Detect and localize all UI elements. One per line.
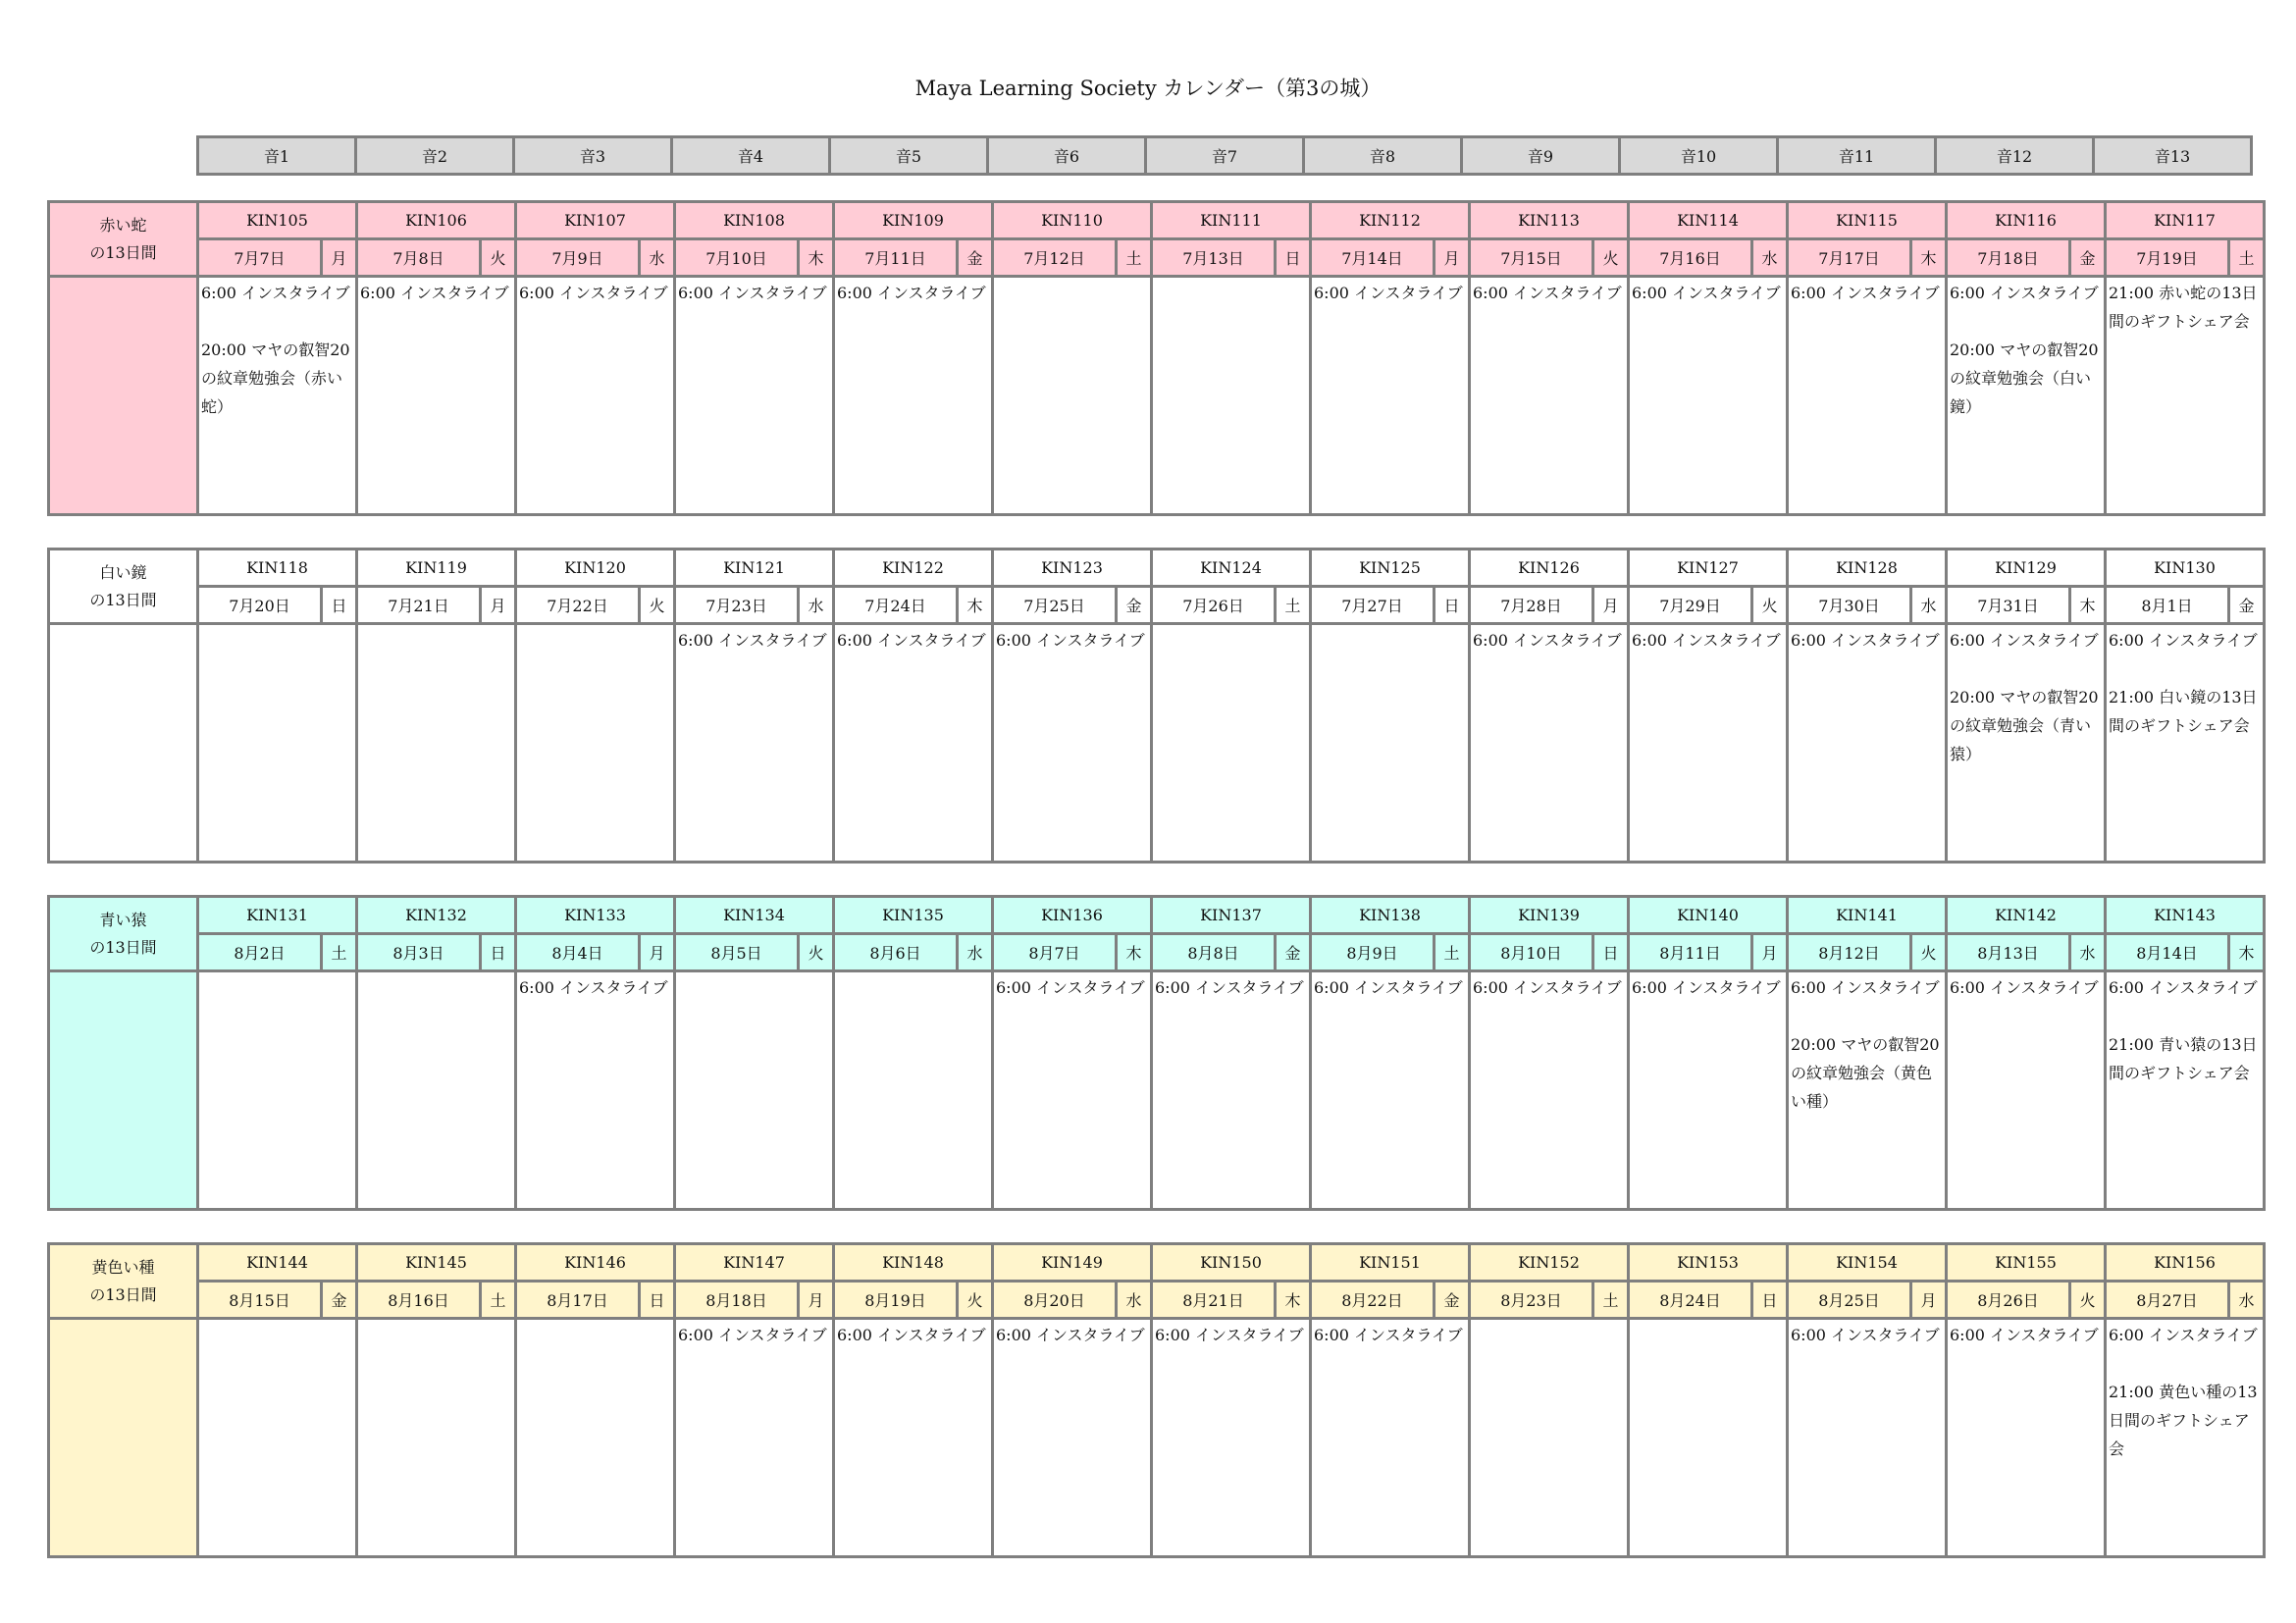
event-text: 6:00 インスタライブ 21:00 白い鏡の13日間のギフトシェア会 (2109, 631, 2258, 735)
weekday-cell: 月 (1752, 934, 1788, 971)
kin-cell: KIN125 (1311, 550, 1470, 587)
tone-header-cell: 音10 (1620, 137, 1778, 175)
date-cell: 7月13日 (1152, 239, 1276, 277)
kin-cell: KIN114 (1629, 202, 1788, 239)
date-cell: 8月1日 (2106, 587, 2229, 624)
event-text: 6:00 インスタライブ (1473, 284, 1622, 302)
event-cell[interactable] (1629, 1319, 1788, 1557)
wave-block (47, 1242, 2266, 1558)
date-cell: 7月28日 (1470, 587, 1593, 624)
date-cell: 8月8日 (1152, 934, 1276, 971)
weekday-cell: 土 (1117, 239, 1152, 277)
event-text (835, 972, 991, 974)
event-cell[interactable] (2106, 624, 2265, 863)
tone-header-cell: 音13 (2094, 137, 2252, 175)
kin-cell: KIN149 (993, 1244, 1152, 1282)
event-text: 6:00 インスタライブ (1473, 978, 1622, 997)
tone-header-cell: 音6 (988, 137, 1146, 175)
tone-header-cell: 音9 (1462, 137, 1620, 175)
weekday-cell: 水 (2229, 1282, 2265, 1319)
weekday-cell: 火 (2070, 1282, 2106, 1319)
kin-cell: KIN152 (1470, 1244, 1629, 1282)
event-text: 6:00 インスタライブ (996, 631, 1145, 650)
event-text: 6:00 インスタライブ 20:00 マヤの叡智20の紋章勉強会（黄色い種） (1791, 978, 1940, 1111)
event-cell[interactable] (993, 624, 1152, 863)
weekday-cell: 木 (2229, 934, 2265, 971)
date-cell: 7月7日 (198, 239, 322, 277)
kin-cell: KIN111 (1152, 202, 1311, 239)
date-cell: 8月11日 (1629, 934, 1752, 971)
tone-header-cell: 音2 (356, 137, 514, 175)
kin-cell: KIN139 (1470, 897, 1629, 934)
weekday-cell: 木 (1911, 239, 1947, 277)
date-cell: 7月30日 (1788, 587, 1911, 624)
wave-side-cell (49, 971, 198, 1210)
event-cell[interactable] (1788, 1319, 1947, 1557)
event-text (199, 1320, 355, 1322)
kin-cell: KIN138 (1311, 897, 1470, 934)
weekday-cell: 火 (1593, 239, 1629, 277)
event-cell[interactable] (993, 277, 1152, 515)
event-cell[interactable] (834, 1319, 993, 1557)
event-text: 6:00 インスタライブ (1473, 631, 1622, 650)
weekday-cell: 金 (958, 239, 993, 277)
event-text: 6:00 インスタライブ (678, 631, 827, 650)
wave-block (47, 548, 2266, 864)
event-text: 6:00 インスタライブ (837, 631, 986, 650)
kin-cell: KIN131 (198, 897, 357, 934)
event-cell[interactable] (675, 624, 834, 863)
event-cell[interactable] (1470, 1319, 1629, 1557)
event-text (994, 278, 1150, 280)
kin-cell: KIN134 (675, 897, 834, 934)
event-cell[interactable] (2106, 1319, 2265, 1557)
event-cell[interactable] (1470, 971, 1629, 1210)
weekday-cell: 日 (481, 934, 516, 971)
event-text: 6:00 インスタライブ (519, 978, 668, 997)
kin-cell: KIN154 (1788, 1244, 1947, 1282)
date-cell: 7月24日 (834, 587, 958, 624)
date-cell: 8月26日 (1947, 1282, 2070, 1319)
weekday-cell: 木 (1117, 934, 1152, 971)
event-text: 6:00 インスタライブ (678, 1326, 827, 1344)
weekday-cell: 水 (958, 934, 993, 971)
kin-cell: KIN116 (1947, 202, 2106, 239)
date-cell: 8月25日 (1788, 1282, 1911, 1319)
kin-cell: KIN126 (1470, 550, 1629, 587)
event-text: 6:00 インスタライブ (837, 284, 986, 302)
event-text: 6:00 インスタライブ 21:00 黄色い種の13日間のギフトシェア会 (2109, 1326, 2258, 1458)
weekday-cell: 火 (1752, 587, 1788, 624)
weekday-cell: 金 (1435, 1282, 1470, 1319)
event-cell[interactable] (1947, 277, 2106, 515)
kin-cell: KIN106 (357, 202, 516, 239)
kin-cell: KIN107 (516, 202, 675, 239)
tone-header-cell: 音3 (514, 137, 672, 175)
weekday-cell: 土 (1593, 1282, 1629, 1319)
kin-cell: KIN153 (1629, 1244, 1788, 1282)
date-cell: 8月4日 (516, 934, 640, 971)
event-cell[interactable] (1947, 1319, 2106, 1557)
event-text: 6:00 インスタライブ (1632, 978, 1781, 997)
kin-cell: KIN118 (198, 550, 357, 587)
event-cell[interactable] (1152, 1319, 1311, 1557)
event-cell[interactable] (516, 624, 675, 863)
weekday-cell: 月 (481, 587, 516, 624)
event-cell[interactable] (516, 971, 675, 1210)
event-text (358, 972, 514, 974)
weekday-cell: 金 (1117, 587, 1152, 624)
weekday-cell: 水 (2070, 934, 2106, 971)
date-cell: 7月16日 (1629, 239, 1752, 277)
kin-cell: KIN143 (2106, 897, 2265, 934)
kin-cell: KIN132 (357, 897, 516, 934)
date-cell: 7月11日 (834, 239, 958, 277)
date-cell: 7月25日 (993, 587, 1117, 624)
event-text: 6:00 インスタライブ (1314, 1326, 1463, 1344)
kin-cell: KIN137 (1152, 897, 1311, 934)
kin-cell: KIN124 (1152, 550, 1311, 587)
kin-cell: KIN133 (516, 897, 675, 934)
date-cell: 7月12日 (993, 239, 1117, 277)
kin-cell: KIN127 (1629, 550, 1788, 587)
weekday-cell: 土 (2229, 239, 2265, 277)
date-cell: 7月29日 (1629, 587, 1752, 624)
event-cell[interactable] (675, 971, 834, 1210)
wave-label: 青い猿 の13日間 (49, 897, 198, 971)
weekday-cell: 月 (1911, 1282, 1947, 1319)
event-cell[interactable] (357, 971, 516, 1210)
event-text: 6:00 インスタライブ (1791, 284, 1940, 302)
date-cell: 7月26日 (1152, 587, 1276, 624)
date-cell: 8月14日 (2106, 934, 2229, 971)
kin-cell: KIN112 (1311, 202, 1470, 239)
event-cell[interactable] (1152, 277, 1311, 515)
kin-cell: KIN141 (1788, 897, 1947, 934)
event-text: 6:00 インスタライブ (996, 978, 1145, 997)
event-text (517, 1320, 673, 1322)
event-cell[interactable] (993, 1319, 1152, 1557)
kin-cell: KIN136 (993, 897, 1152, 934)
event-text (1153, 278, 1309, 280)
kin-cell: KIN144 (198, 1244, 357, 1282)
kin-cell: KIN115 (1788, 202, 1947, 239)
event-cell[interactable] (834, 277, 993, 515)
event-text: 6:00 インスタライブ (1950, 1326, 2099, 1344)
weekday-cell: 火 (481, 239, 516, 277)
date-cell: 7月21日 (357, 587, 481, 624)
event-cell[interactable] (357, 277, 516, 515)
date-cell: 8月20日 (993, 1282, 1117, 1319)
event-cell[interactable] (1947, 624, 2106, 863)
date-cell: 8月9日 (1311, 934, 1435, 971)
event-cell[interactable] (198, 1319, 357, 1557)
weekday-cell: 木 (2070, 587, 2106, 624)
wave-label: 白い鏡 の13日間 (49, 550, 198, 624)
date-cell: 8月10日 (1470, 934, 1593, 971)
event-text: 6:00 インスタライブ (519, 284, 668, 302)
kin-cell: KIN135 (834, 897, 993, 934)
kin-cell: KIN121 (675, 550, 834, 587)
event-text: 6:00 インスタライブ (1314, 284, 1463, 302)
tone-header-cell: 音5 (830, 137, 988, 175)
event-cell[interactable] (1311, 624, 1470, 863)
event-cell[interactable] (1152, 971, 1311, 1210)
date-cell: 7月23日 (675, 587, 799, 624)
date-cell: 7月18日 (1947, 239, 2070, 277)
event-text: 6:00 インスタライブ 20:00 マヤの叡智20の紋章勉強会（白い鏡） (1950, 284, 2099, 416)
event-text (676, 972, 832, 974)
weekday-cell: 水 (799, 587, 834, 624)
tone-header-cell: 音1 (198, 137, 356, 175)
event-cell[interactable] (198, 971, 357, 1210)
weekday-cell: 木 (799, 239, 834, 277)
weekday-cell: 日 (1435, 587, 1470, 624)
date-cell: 8月2日 (198, 934, 322, 971)
date-cell: 7月19日 (2106, 239, 2229, 277)
wave-block (47, 200, 2266, 516)
date-cell: 7月20日 (198, 587, 322, 624)
wave-block (47, 895, 2266, 1211)
weekday-cell: 日 (1752, 1282, 1788, 1319)
date-cell: 8月12日 (1788, 934, 1911, 971)
weekday-cell: 月 (1435, 239, 1470, 277)
weekday-cell: 日 (1276, 239, 1311, 277)
tone-header-cell: 音4 (672, 137, 830, 175)
weekday-cell: 月 (322, 239, 357, 277)
event-text: 6:00 インスタライブ 21:00 青い猿の13日間のギフトシェア会 (2109, 978, 2258, 1082)
date-cell: 8月7日 (993, 934, 1117, 971)
event-text (199, 625, 355, 627)
date-cell: 7月17日 (1788, 239, 1911, 277)
kin-cell: KIN155 (1947, 1244, 2106, 1282)
date-cell: 8月27日 (2106, 1282, 2229, 1319)
kin-cell: KIN129 (1947, 550, 2106, 587)
kin-cell: KIN120 (516, 550, 675, 587)
event-text (1630, 1320, 1786, 1322)
kin-cell: KIN113 (1470, 202, 1629, 239)
event-cell[interactable] (1788, 277, 1947, 515)
event-text (517, 625, 673, 627)
event-text (1312, 625, 1468, 627)
event-text: 6:00 インスタライブ (1155, 1326, 1304, 1344)
weekday-cell: 火 (640, 587, 675, 624)
kin-cell: KIN150 (1152, 1244, 1311, 1282)
event-cell[interactable] (1311, 1319, 1470, 1557)
event-text: 6:00 インスタライブ 20:00 マヤの叡智20の紋章勉強会（青い猿） (1950, 631, 2099, 763)
weekday-cell: 土 (1276, 587, 1311, 624)
date-cell: 8月17日 (516, 1282, 640, 1319)
event-text: 6:00 インスタライブ (1155, 978, 1304, 997)
weekday-cell: 水 (1117, 1282, 1152, 1319)
kin-cell: KIN146 (516, 1244, 675, 1282)
date-cell: 8月16日 (357, 1282, 481, 1319)
date-cell: 8月5日 (675, 934, 799, 971)
date-cell: 8月21日 (1152, 1282, 1276, 1319)
weekday-cell: 月 (640, 934, 675, 971)
event-text: 6:00 インスタライブ (996, 1326, 1145, 1344)
kin-cell: KIN122 (834, 550, 993, 587)
calendar-title: Maya Learning Society カレンダー（第3の城） (914, 77, 1382, 100)
weekday-cell: 月 (1593, 587, 1629, 624)
date-cell: 7月27日 (1311, 587, 1435, 624)
kin-cell: KIN110 (993, 202, 1152, 239)
kin-cell: KIN142 (1947, 897, 2106, 934)
event-cell[interactable] (1788, 624, 1947, 863)
event-cell[interactable] (1629, 624, 1788, 863)
event-text: 6:00 インスタライブ (1632, 284, 1781, 302)
date-cell: 7月22日 (516, 587, 640, 624)
weekday-cell: 日 (1593, 934, 1629, 971)
weekday-cell: 日 (640, 1282, 675, 1319)
event-text: 6:00 インスタライブ (1632, 631, 1781, 650)
kin-cell: KIN130 (2106, 550, 2265, 587)
event-cell[interactable] (2106, 971, 2265, 1210)
kin-cell: KIN140 (1629, 897, 1788, 934)
kin-cell: KIN128 (1788, 550, 1947, 587)
wave-side-cell (49, 277, 198, 515)
event-text: 6:00 インスタライブ (1314, 978, 1463, 997)
event-cell[interactable] (834, 624, 993, 863)
kin-cell: KIN119 (357, 550, 516, 587)
date-cell: 8月13日 (1947, 934, 2070, 971)
kin-cell: KIN151 (1311, 1244, 1470, 1282)
event-cell[interactable] (993, 971, 1152, 1210)
event-text: 6:00 インスタライブ (678, 284, 827, 302)
event-cell[interactable] (357, 624, 516, 863)
event-cell[interactable] (1629, 277, 1788, 515)
weekday-cell: 日 (322, 587, 357, 624)
event-cell[interactable] (357, 1319, 516, 1557)
event-cell[interactable] (1629, 971, 1788, 1210)
kin-cell: KIN117 (2106, 202, 2265, 239)
date-cell: 7月8日 (357, 239, 481, 277)
event-cell[interactable] (2106, 277, 2265, 515)
event-cell[interactable] (516, 1319, 675, 1557)
weekday-cell: 土 (322, 934, 357, 971)
weekday-cell: 月 (799, 1282, 834, 1319)
date-cell: 8月23日 (1470, 1282, 1593, 1319)
event-text (358, 625, 514, 627)
wave-label: 黄色い種 の13日間 (49, 1244, 198, 1319)
event-text: 6:00 インスタライブ 20:00 マヤの叡智20の紋章勉強会（赤い蛇） (201, 284, 350, 416)
kin-cell: KIN123 (993, 550, 1152, 587)
event-cell[interactable] (1470, 624, 1629, 863)
kin-cell: KIN147 (675, 1244, 834, 1282)
weekday-cell: 火 (1911, 934, 1947, 971)
kin-cell: KIN109 (834, 202, 993, 239)
date-cell: 8月15日 (198, 1282, 322, 1319)
event-cell[interactable] (516, 277, 675, 515)
weekday-cell: 金 (2229, 587, 2265, 624)
date-cell: 8月6日 (834, 934, 958, 971)
event-text: 6:00 インスタライブ (1791, 631, 1940, 650)
tone-header-cell: 音12 (1936, 137, 2094, 175)
event-text (1153, 625, 1309, 627)
event-cell[interactable] (1311, 971, 1470, 1210)
event-cell[interactable] (198, 277, 357, 515)
weekday-cell: 火 (958, 1282, 993, 1319)
event-text: 6:00 インスタライブ (1950, 978, 2099, 997)
wave-label: 赤い蛇 の13日間 (49, 202, 198, 277)
kin-cell: KIN105 (198, 202, 357, 239)
kin-cell: KIN148 (834, 1244, 993, 1282)
tone-header-cell: 音8 (1304, 137, 1462, 175)
date-cell: 7月10日 (675, 239, 799, 277)
weekday-cell: 水 (1911, 587, 1947, 624)
event-cell[interactable] (198, 624, 357, 863)
event-cell[interactable] (1311, 277, 1470, 515)
event-text (1471, 1320, 1627, 1322)
tone-header-cell: 音11 (1778, 137, 1936, 175)
date-cell: 7月31日 (1947, 587, 2070, 624)
weekday-cell: 金 (322, 1282, 357, 1319)
weekday-cell: 水 (640, 239, 675, 277)
event-text: 6:00 インスタライブ (1791, 1326, 1940, 1344)
date-cell: 7月14日 (1311, 239, 1435, 277)
event-text: 21:00 赤い蛇の13日間のギフトシェア会 (2109, 284, 2258, 331)
weekday-cell: 火 (799, 934, 834, 971)
event-text: 6:00 インスタライブ (360, 284, 509, 302)
event-cell[interactable] (1788, 971, 1947, 1210)
date-cell: 8月18日 (675, 1282, 799, 1319)
kin-cell: KIN108 (675, 202, 834, 239)
kin-cell: KIN145 (357, 1244, 516, 1282)
tone-header-cell: 音7 (1146, 137, 1304, 175)
kin-cell: KIN156 (2106, 1244, 2265, 1282)
wave-side-cell (49, 624, 198, 863)
event-cell[interactable] (675, 277, 834, 515)
weekday-cell: 水 (1752, 239, 1788, 277)
date-cell: 8月3日 (357, 934, 481, 971)
event-cell[interactable] (834, 971, 993, 1210)
event-text (358, 1320, 514, 1322)
event-cell[interactable] (1470, 277, 1629, 515)
weekday-cell: 土 (481, 1282, 516, 1319)
tone-header (196, 135, 2253, 176)
date-cell: 7月15日 (1470, 239, 1593, 277)
event-text (199, 972, 355, 974)
weekday-cell: 土 (1435, 934, 1470, 971)
date-cell: 7月9日 (516, 239, 640, 277)
event-cell[interactable] (1947, 971, 2106, 1210)
event-text: 6:00 インスタライブ (837, 1326, 986, 1344)
wave-side-cell (49, 1319, 198, 1557)
date-cell: 8月22日 (1311, 1282, 1435, 1319)
weekday-cell: 金 (1276, 934, 1311, 971)
event-cell[interactable] (675, 1319, 834, 1557)
event-cell[interactable] (1152, 624, 1311, 863)
weekday-cell: 木 (1276, 1282, 1311, 1319)
date-cell: 8月19日 (834, 1282, 958, 1319)
weekday-cell: 木 (958, 587, 993, 624)
date-cell: 8月24日 (1629, 1282, 1752, 1319)
weekday-cell: 金 (2070, 239, 2106, 277)
